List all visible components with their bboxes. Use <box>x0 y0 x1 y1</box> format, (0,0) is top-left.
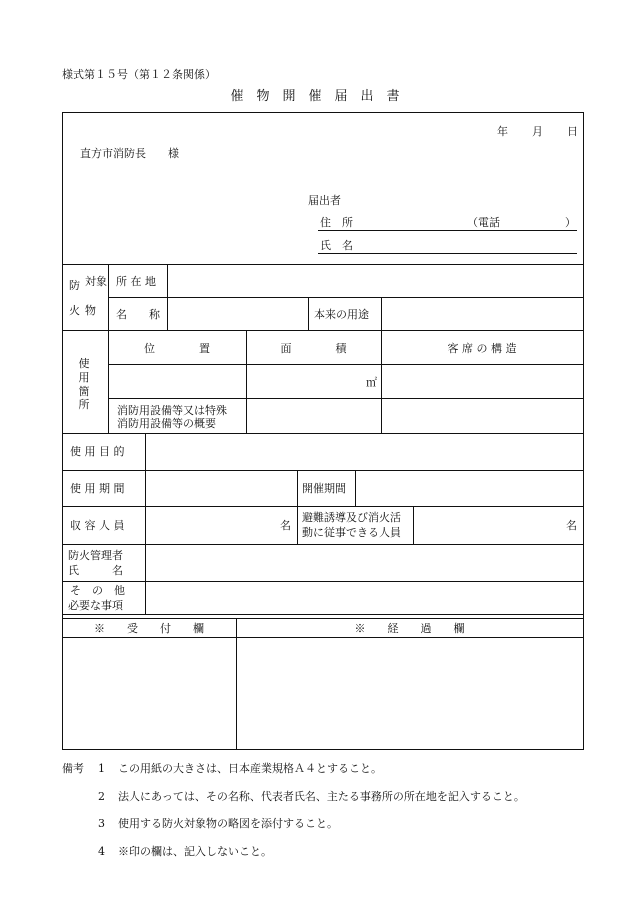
area-header: 面 積 <box>280 342 347 355</box>
form-title: 催 物 開 催 届 出 書 <box>230 89 400 104</box>
evacuation-unit: 名 <box>566 519 577 532</box>
capacity-unit: 名 <box>280 519 291 532</box>
form-number: 様式第１５号（第１２条関係） <box>62 68 216 81</box>
capacity-label: 収 容 人 員 <box>70 519 125 532</box>
address-label: 住 所 <box>320 216 353 229</box>
period-label: 使 用 期 間 <box>70 482 125 495</box>
seating-header: 客 席 の 構 造 <box>447 342 517 355</box>
equipment-label-1: 消防用設備等又は特殊 <box>117 404 227 417</box>
date-month-label: 月 <box>532 125 543 138</box>
notes-heading: 備考 <box>62 762 84 775</box>
date-year-label: 年 <box>497 125 508 138</box>
area-unit: ㎡ <box>366 376 377 389</box>
applicant-label: 届出者 <box>308 194 341 207</box>
address-underline <box>318 230 577 231</box>
event-period-label: 開催期間 <box>302 482 346 495</box>
date-day-label: 日 <box>567 125 578 138</box>
object-name-label: 名 称 <box>116 308 160 321</box>
note-item: 法人にあっては、その名称、代表者氏名、主たる事務所の所在地を記入すること。 <box>118 790 525 803</box>
manager-label-1: 防火管理者 <box>68 549 123 562</box>
position-header: 位 置 <box>144 342 210 355</box>
note-item: 使用する防火対象物の略図を添付すること。 <box>118 817 338 830</box>
addressee: 直方市消防長 様 <box>80 147 179 160</box>
phone-close: ） <box>565 216 576 229</box>
equipment-label-2: 消防用設備等の概要 <box>117 417 216 430</box>
other-label-2: 必要な事項 <box>68 599 123 612</box>
name-label: 氏 名 <box>320 239 353 252</box>
usage-area-label: 使 用 箇 所 <box>78 357 90 412</box>
note-item: ※印の欄は、記入しないこと。 <box>118 845 272 858</box>
manager-label-2: 氏 名 <box>68 564 123 577</box>
note-item: この用紙の大きさは、日本産業規格Ａ４とすること。 <box>118 762 382 775</box>
reception-header: ※ 受 付 欄 <box>94 622 204 635</box>
other-label-1: そ の 他 <box>70 584 125 597</box>
evacuation-label-2: 動に従事できる人員 <box>302 526 401 539</box>
name-underline <box>318 253 577 254</box>
progress-header: ※ 経 過 欄 <box>354 622 465 635</box>
original-use-label: 本来の用途 <box>314 308 369 321</box>
location-label: 所 在 地 <box>116 275 156 288</box>
phone-label: （電話 <box>467 216 500 229</box>
fire-object-label: 防 対象 火 物 <box>69 275 107 317</box>
evacuation-label-1: 避難誘導及び消火活 <box>302 511 401 524</box>
purpose-label: 使 用 目 的 <box>70 445 125 458</box>
